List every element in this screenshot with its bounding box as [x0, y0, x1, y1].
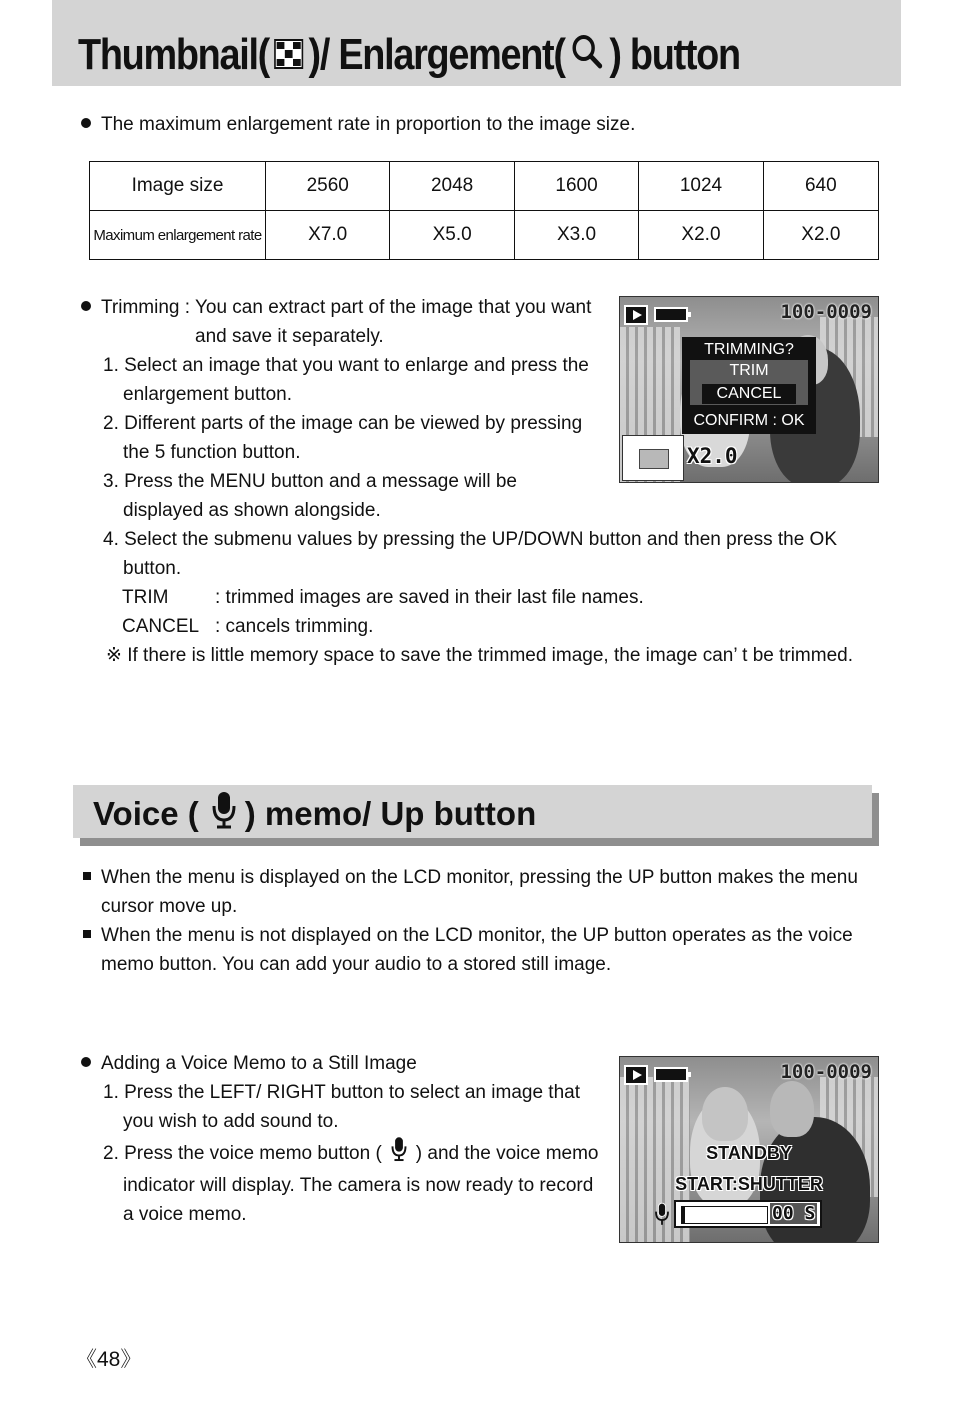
- table-row: [90, 211, 879, 260]
- row-header-rate: Maximum enlargement rate: [90, 211, 266, 260]
- table-cell: X7.0: [266, 211, 390, 260]
- table-cell: 2048: [390, 162, 514, 211]
- microphone-icon: [211, 790, 237, 838]
- trimming-instructions: Trimming : You can extract part of the image that you want and save it separately. 1. Select an image that you want to enlarge and press the enlargement button. 2. Different parts of the image can be viewed by pressing the 5 function button. 3. Press the MENU button and a message will be displayed as shown alongside. 4. Select the submenu values by pressing the UP/DOWN button and then press the OK button. TRIM : trimmed images are saved in their last file names. CANCEL : cancels trimming. ※ If there is little memory space to save the trimmed image, the image can’ t be trimmed.: [81, 293, 853, 670]
- bullet-icon: [81, 301, 91, 311]
- thumbnail-icon: [274, 30, 303, 80]
- magnifier-icon: [570, 30, 604, 80]
- recording-progress-fill: [682, 1207, 685, 1223]
- start-shutter-label: START:SHUTTER: [675, 1174, 823, 1194]
- square-bullet-icon: [83, 872, 91, 880]
- menu-title: TRIMMING?: [704, 341, 794, 358]
- recording-progress-track: [681, 1206, 768, 1224]
- term-trim: TRIM: [122, 587, 169, 608]
- term-cancel: CANCEL: [122, 616, 200, 637]
- voice-memo-steps: Adding a Voice Memo to a Still Image 1. Press the LEFT/ RIGHT button to select an image that you wish to add sound to. 2. Press the voice memo button ( ) and the voice memo indicator will display. The camera is now ready to record a voice memo.: [81, 1049, 599, 1229]
- trimming-menu: [682, 337, 816, 434]
- table-cell: X2.0: [639, 211, 763, 260]
- table-cell: 1024: [639, 162, 763, 211]
- title-part-thumbnail: Thumbnail(: [78, 30, 270, 79]
- microphone-icon: [654, 1202, 670, 1231]
- recording-timer: 00 S: [772, 1203, 816, 1224]
- battery-icon: [654, 307, 688, 322]
- row-header-size: Image size: [90, 162, 266, 211]
- square-bullet-icon: [83, 930, 91, 938]
- table-cell: 640: [763, 162, 878, 211]
- play-mode-icon: [624, 305, 648, 325]
- enlargement-intro: The maximum enlargement rate in proportion to the image size.: [81, 110, 635, 139]
- lcd-voice-memo-screen: [619, 1056, 879, 1243]
- file-number: 100-0009: [780, 1061, 872, 1083]
- voice-section-title: Voice ( ) memo/ Up button: [93, 790, 536, 838]
- title-part-button: ) button: [609, 30, 740, 79]
- voice-paragraphs: When the menu is displayed on the LCD monitor, pressing the UP button makes the menu cursor move up. When the menu is not displayed on the LCD monitor, the UP button operates as the voice memo button. You can add your audio to a stored still image.: [83, 863, 858, 979]
- table-cell: X5.0: [390, 211, 514, 260]
- menu-confirm: CONFIRM : OK: [693, 412, 805, 429]
- zoom-level: X2.0: [687, 444, 738, 468]
- bullet-icon: [81, 1057, 91, 1067]
- file-number: 100-0009: [780, 301, 872, 323]
- menu-option-cancel[interactable]: CANCEL: [702, 384, 796, 404]
- enlargement-table: [89, 161, 879, 260]
- title-part-enlargement: )/ Enlargement(: [308, 30, 565, 79]
- microphone-icon: [390, 1136, 408, 1171]
- bullet-icon: [81, 118, 91, 128]
- standby-label: STANDBY: [706, 1143, 792, 1163]
- desc-trim: : trimmed images are saved in their last file names.: [215, 587, 644, 608]
- table-cell: X2.0: [763, 211, 878, 260]
- menu-option-trim[interactable]: TRIM: [729, 362, 769, 379]
- desc-cancel: : cancels trimming.: [215, 616, 374, 637]
- navigation-thumbnail: [622, 435, 684, 481]
- page-number: 《48》: [76, 1348, 142, 1371]
- table-row: [90, 162, 879, 211]
- recording-indicator: [674, 1200, 822, 1228]
- page-title: [78, 30, 740, 80]
- table-cell: 2560: [266, 162, 390, 211]
- table-cell: 1600: [514, 162, 638, 211]
- play-mode-icon: [624, 1065, 648, 1085]
- battery-icon: [654, 1067, 688, 1082]
- note: ※ If there is little memory space to save the trimmed image, the image can’ t be trimmed.: [106, 645, 854, 666]
- table-cell: X3.0: [514, 211, 638, 260]
